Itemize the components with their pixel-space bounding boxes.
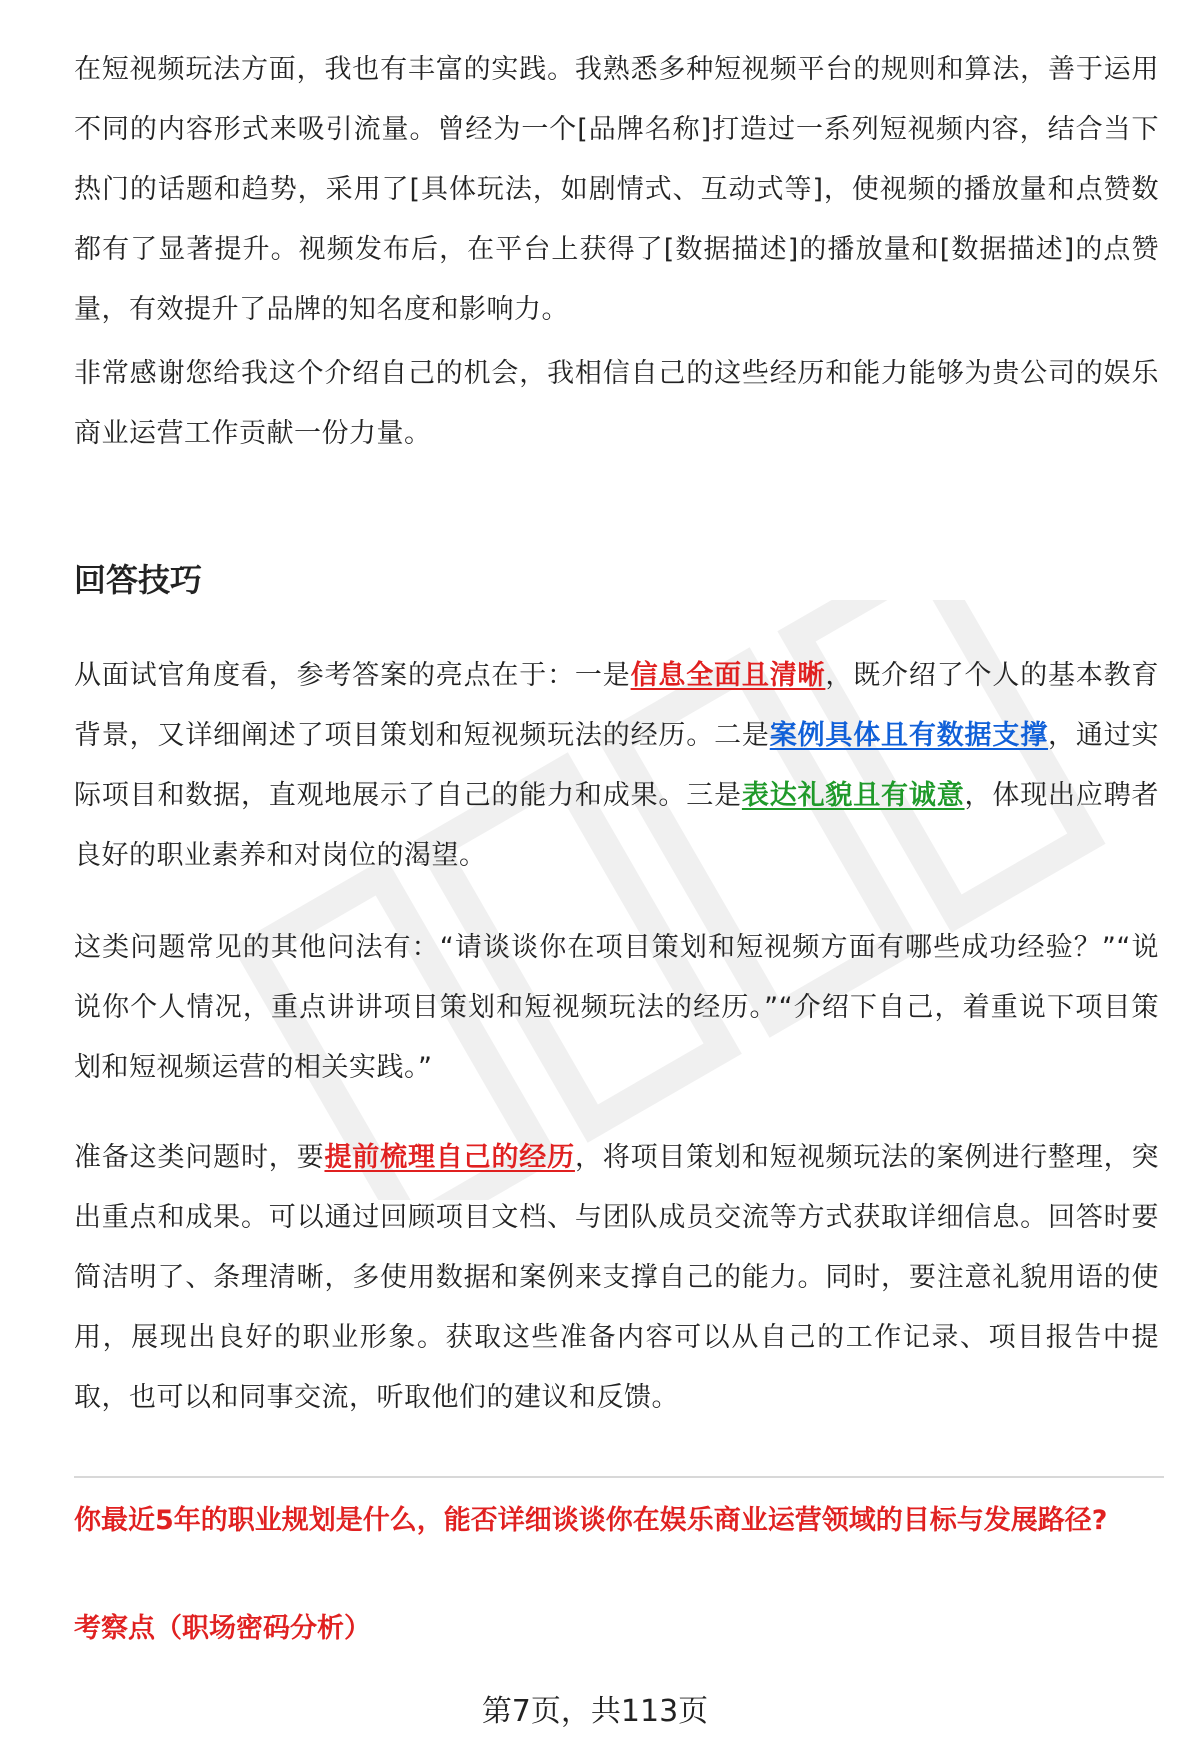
tips-paragraph-3	[74, 1128, 1159, 1428]
paragraph-thanks: 非常感谢您给我这个介绍自己的机会，我相信自己的这些经历和能力能够为贵公司的娱乐商业运营工作贡献一份力量。	[74, 358, 1159, 449]
paragraph-other-questions: 这类问题常见的其他问法有：“请谈谈你在项目策划和短视频方面有哪些成功经验？”“说说你个人情况，重点讲讲项目策划和短视频玩法的经历。”“介绍下自己，着重说下项目策划和短视频运营的相关实践。”	[74, 932, 1159, 1083]
tip1-text-b: ，既介绍了个人的基本教育背景，又详细阐述了项目策划和短视频玩法的经历。二是	[74, 660, 1160, 751]
paragraph-highlights	[74, 646, 1159, 886]
section-title: 回答技巧	[74, 561, 203, 599]
intro-paragraph-1	[74, 40, 1159, 340]
tips-paragraph-1	[74, 646, 1159, 886]
section-heading	[74, 555, 1159, 601]
highlight-polite-sincere: 表达礼貌且有诚意	[741, 780, 965, 811]
next-subhead-block	[74, 1606, 1159, 1645]
paragraph-short-video: 在短视频玩法方面，我也有丰富的实践。我熟悉多种短视频平台的规则和算法，善于运用不同的内容形式来吸引流量。曾经为一个[品牌名称]打造过一系列短视频内容，结合当下热门的话题和趋势，采用了[具体玩法，如剧情式、互动式等]，使视频的播放量和点赞数都有了显著提升。视频发布后，在平台上获得了[数据描述]的播放量和[数据描述]的点赞量，有效提升了品牌的知名度和影响力。	[74, 54, 1159, 325]
tip3-text-b: ，将项目策划和短视频玩法的案例进行整理，突出重点和成果。可以通过回顾项目文档、与团队成员交流等方式获取详细信息。回答时要简洁明了、条理清晰，多使用数据和案例来支撑自己的能力。同时，要注意礼貌用语的使用，展现出良好的职业形象。获取这些准备内容可以从自己的工作记录、项目报告中提取，也可以和同事交流，听取他们的建议和反馈。	[74, 1142, 1160, 1413]
page-number: 第7页，共113页	[481, 1694, 709, 1729]
highlight-complete-info: 信息全面且清晰	[630, 660, 826, 691]
tip1-text-c: ，通过实际项目和数据，直观地展示了自己的能力和成果。三是	[74, 720, 1160, 811]
tip1-text-a: 从面试官角度看，参考答案的亮点在于：一是	[74, 660, 631, 691]
intro-paragraph-2	[74, 344, 1159, 464]
next-question: 你最近5年的职业规划是什么，能否详细谈谈你在娱乐商业运营领域的目标与发展路径?	[74, 1505, 1108, 1536]
highlight-data-support: 案例具体且有数据支撑	[769, 720, 1049, 751]
highlight-review-experience: 提前梳理自己的经历	[324, 1142, 575, 1173]
next-question-block	[74, 1502, 1159, 1540]
paragraph-preparation	[74, 1128, 1159, 1428]
tip3-text-a: 准备这类问题时，要	[74, 1142, 325, 1173]
assessment-points-heading: 考察点（职场密码分析）	[74, 1613, 371, 1644]
section-divider	[74, 1476, 1164, 1478]
tips-paragraph-2	[74, 918, 1159, 1098]
tip1-text-d: ，体现出应聘者良好的职业素养和对岗位的渴望。	[74, 780, 1160, 871]
